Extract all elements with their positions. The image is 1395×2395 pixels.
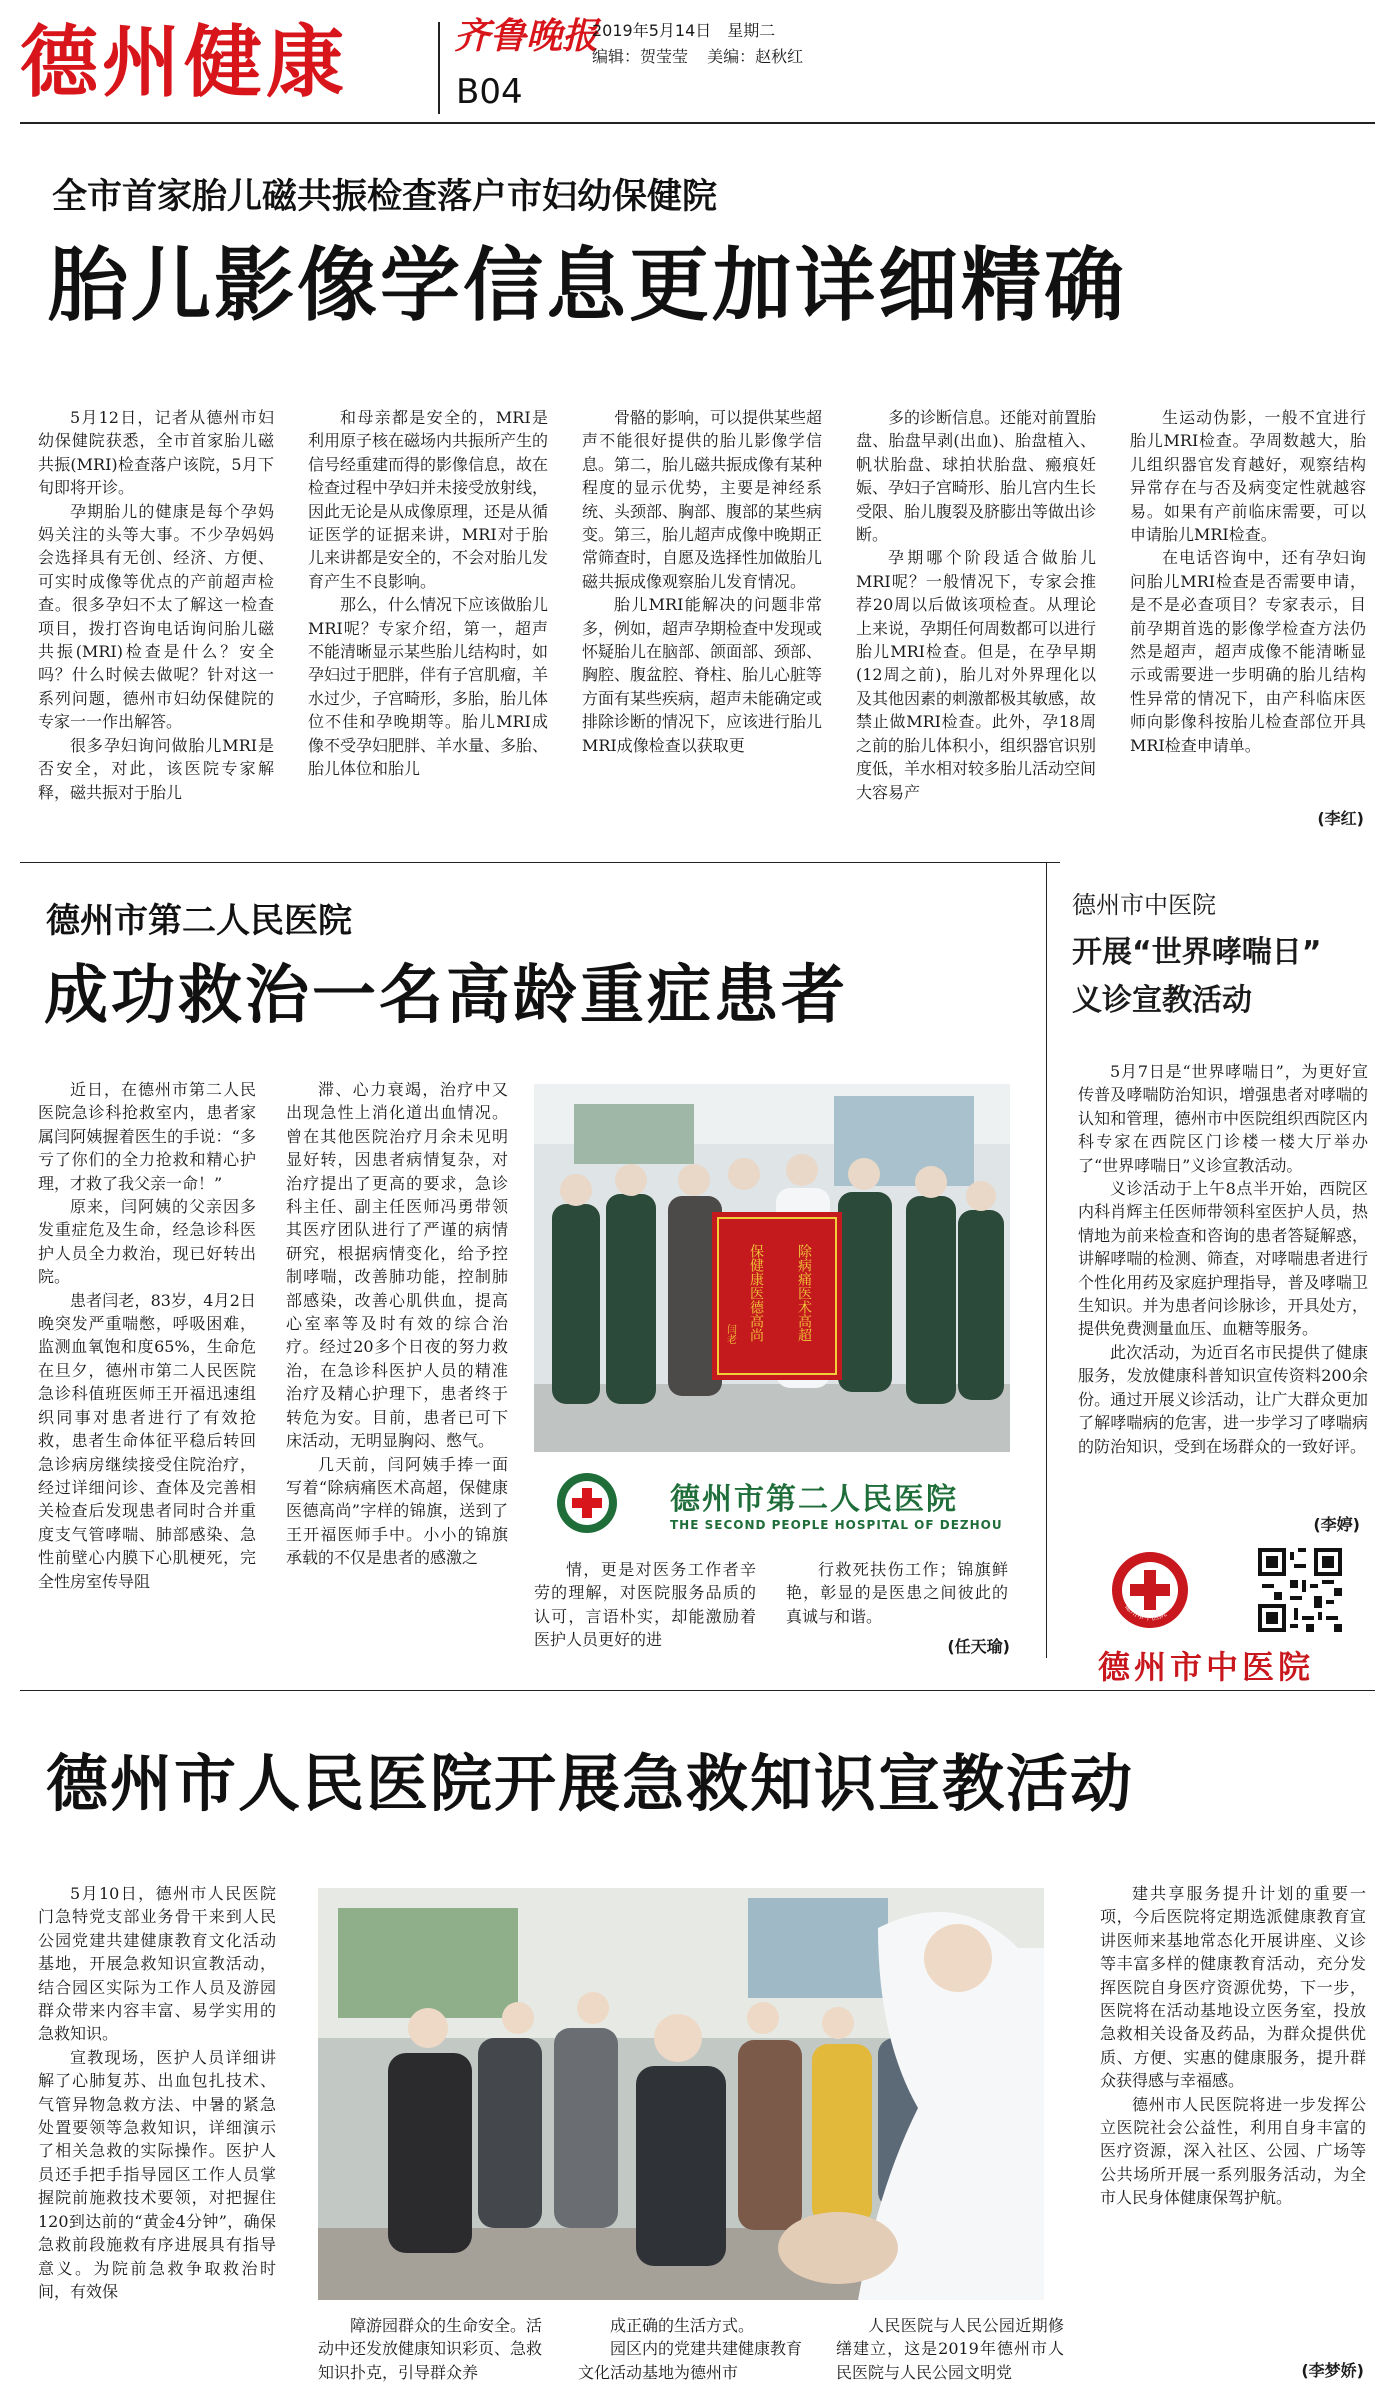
paragraph: 德州市人民医院将进一步发挥公立医院社会公益性，利用自身丰富的医疗资源，深入社区、公园、广场等公共场所开展一系列服务活动，为全市人民身体健康保驾护航。 — [1100, 2094, 1366, 2208]
paragraph: 成正确的生活方式。 — [610, 2316, 755, 2335]
second-hospital-name: 德州市第二人民医院 — [670, 1482, 958, 1517]
story4-headline: 德州市人民医院开展急救知识宣教活动 — [46, 1747, 1135, 1820]
story2-kicker: 德州市第二人民医院 — [46, 901, 352, 941]
story2-column — [534, 1558, 756, 1658]
paragraph: 园区内的党建共建健康教育文化活动基地为德州市 — [578, 2339, 802, 2382]
story2-column — [786, 1558, 1008, 1634]
masthead-divider — [438, 22, 440, 114]
paragraph: 行救死扶伤工作；锦旗鲜艳，彰显的是医患之间彼此的真诚与和谐。 — [786, 1560, 1008, 1626]
tcm-hospital-emblem-icon — [1110, 1550, 1190, 1630]
story4-column — [1100, 1882, 1366, 2352]
banner-text-right: 除病痛医术高超 — [796, 1244, 812, 1342]
banner-text-left: 保健康医德高尚 — [748, 1244, 764, 1342]
section-title: 德州健康 — [20, 18, 349, 108]
story1-column — [1130, 406, 1366, 810]
issue-date: 2019年5月14日 星期二 — [592, 21, 776, 40]
story1-column — [38, 406, 274, 836]
paper-name: 齐鲁晚报 — [454, 15, 599, 57]
paragraph: 孕期哪个阶段适合做胎儿MRI呢？一般情况下，专家会推荐20周以后做该项检查。从理论上来说，孕期任何周数都可以进行胎儿MRI检查。但是，在孕早期(12周之前)，胎儿对外界理化以及其他因素的刺激都极其敏感，故禁止做MRI检查。此外，孕18周之前的胎儿体积小，组织器官识别度低，羊水相对较多胎儿活动空间大容易产 — [856, 548, 1096, 802]
masthead-rule — [20, 122, 1375, 124]
story3-headline-line2: 义诊宣教活动 — [1072, 983, 1252, 1018]
paragraph: 人民医院与人民公园近期修缮建立，这是2019年德州市人民医院与人民公园文明党 — [836, 2316, 1064, 2382]
paragraph: 孕期胎儿的健康是每个孕妈妈关注的头等大事。不少孕妈妈会选择具有无创、经济、方便、可实时成像等优点的产前超声检查。很多孕妇不太了解这一检查项目，拨打咨询电话询问胎儿磁共振(MRI)检查是什么？安全吗？什么时候去做呢？针对这一系列问题，德州市妇幼保健院的专家一一作出解答。 — [38, 501, 274, 732]
tcm-emblem-ring-text: 德州市中医院 — [1122, 1601, 1168, 1623]
hospital-group-photo — [534, 1084, 1010, 1452]
story2-column — [286, 1078, 508, 1604]
paragraph: 生运动伪影，一般不宜进行胎儿MRI检查。孕周数越大，胎儿组织器官发育越好，观察结构异常存在与否及病变定性就越容易。如果有产前临床需要，可以申请胎儿MRI检查。 — [1130, 408, 1366, 545]
paragraph: 胎儿MRI能解决的问题非常多，例如，超声孕期检查中发现或怀疑胎儿在脑部、颌面部、颈部、胸腔、腹盆腔、脊柱、胎儿心脏等方面有某些疾病，超声未能确定或排除诊断的情况下，应该进行胎儿MRI成像检查以获取更 — [582, 595, 822, 755]
story4-byline: (李梦娇) — [1301, 2361, 1364, 2380]
story3-headline-line1: 开展“世界哮喘日” — [1072, 935, 1322, 970]
story4-column — [836, 2314, 1064, 2384]
story1-headline: 胎儿影像学信息更加详细精确 — [48, 239, 1127, 332]
story1-column — [308, 406, 548, 836]
second-hospital-emblem-icon — [552, 1470, 622, 1536]
story2-column — [38, 1078, 256, 1604]
paragraph: 多的诊断信息。还能对前置胎盘、胎盘早剥(出血)、胎盘植入、帆状胎盘、球拍状胎盘、瘢痕妊娠、孕妇子宫畸形、胎儿宫内生长受限、胎儿腹裂及脐膨出等做出诊断。 — [856, 408, 1096, 545]
banner-signature: 闫老 — [724, 1324, 736, 1344]
paragraph: 近日，在德州市第二人民医院急诊科抢救室内，患者家属闫阿姨握着医生的手说：“多亏了你们的全力抢救和精心护理，才救了我父亲一命！” — [38, 1080, 256, 1193]
story3-body — [1078, 1060, 1368, 1534]
paragraph: 在电话咨询中，还有孕妇询问胎儿MRI检查是否需要申请，是不是必查项目？专家表示，目前孕期首选的影像学检查方法仍然是超声，超声成像不能清晰显示或需要进一步明确的胎儿结构性异常的情况下，由产科临床医师向影像科按胎儿检查部位开具MRI检查申请单。 — [1130, 548, 1366, 755]
story1-byline: (李红) — [1317, 809, 1364, 828]
editor-name: 编辑：贺莹莹 — [592, 47, 689, 66]
designer-name: 美编：赵秋红 — [707, 47, 804, 66]
story1-column — [856, 406, 1096, 836]
first-aid-training-photo — [318, 1888, 1044, 2300]
second-hospital-name-en: THE SECOND PEOPLE HOSPITAL OF DEZHOU — [670, 1518, 1003, 1532]
paragraph: 和母亲都是安全的，MRI是利用原子核在磁场内共振所产生的信号经重建而得的影像信息，故在检查过程中孕妇并未接受放射线，因此无论是从成像原理，还是从循证医学的证据来讲，MRI对于胎儿来讲都是安全的，不会对胎儿发育产生不良影响。 — [308, 408, 548, 591]
page-number: B04 — [456, 72, 523, 112]
story4-column — [318, 2314, 542, 2384]
section-rule — [20, 1690, 1375, 1691]
paragraph: 几天前，闫阿姨手捧一面写着“除病痛医术高超，保健康医德高尚”字样的锦旗，送到了王开福医师手中。小小的锦旗承载的不仅是患者的感激之 — [286, 1454, 508, 1568]
paragraph: 5月12日，记者从德州市妇幼保健院获悉，全市首家胎儿磁共振(MRI)检查落户该院，5月下旬即将开诊。 — [38, 408, 274, 498]
story3-byline: (李婷) — [1313, 1515, 1360, 1534]
paragraph: 滞、心力衰竭，治疗中又出现急性上消化道出血情况。曾在其他医院治疗月余未见明显好转，因患者病情复杂，对治疗提出了更高的要求，急诊科主任、副主任医师冯勇带领其医疗团队进行了严谨的病情研究，根据病情变化，给予控制哮喘，改善肺功能，控制肺部感染，改善心肌供血，提高心室率等及时有效的综合治疗。经过20多个日夜的努力救治，在急诊科医护人员的精准治疗及精心护理下，患者终于转危为安。目前，患者已可下床活动，无明显胸闷、憋气。 — [286, 1080, 508, 1451]
qr-code-icon — [1258, 1548, 1342, 1632]
paragraph: 那么，什么情况下应该做胎儿MRI呢？专家介绍，第一，超声不能清晰显示某些胎儿结构时，如孕妇过于肥胖，伴有子宫肌瘤，羊水过少，子宫畸形，多胎，胎儿体位不佳和孕晚期等。胎儿MRI成像不受孕妇肥胖、羊水量、多胎、胎儿体位和胎儿 — [308, 595, 548, 779]
first-aid-training-graphic — [318, 1888, 1044, 2300]
paragraph: 此次活动，为近百名市民提供了健康服务，发放健康科普知识宣传资料200余份。通过开展义诊活动，让广大群众更加了解哮喘病的危害，进一步学习了哮喘病的防治知识，受到在场群众的一致好评。 — [1078, 1342, 1368, 1456]
paragraph: 障游园群众的生命安全。活动中还发放健康知识彩页、急救知识扑克，引导群众养 — [318, 2316, 542, 2382]
hospital-group-photo-graphic — [534, 1084, 1010, 1452]
paragraph: 原来，闫阿姨的父亲因多发重症危及生命，经急诊科医护人员全力救治，现已好转出院。 — [38, 1197, 256, 1287]
second-hospital-logo — [552, 1470, 1012, 1536]
tcm-hospital-name: 德州市中医院 — [1098, 1648, 1315, 1686]
story2-byline: (任天瑜) — [947, 1637, 1010, 1656]
story4-column — [578, 2314, 802, 2384]
paragraph: 5月10日，德州市人民医院门急特党支部业务骨干来到人民公园党建共建健康教育文化活动基地，开展急救知识宣教活动，结合园区实际为工作人员及游园群众带来内容丰富、易学实用的急救知识。 — [38, 1884, 276, 2044]
story4-column — [38, 1882, 276, 2372]
story3-kicker: 德州市中医院 — [1072, 891, 1216, 919]
story1-kicker: 全市首家胎儿磁共振检查落户市妇幼保健院 — [52, 177, 718, 217]
section-rule — [20, 862, 1060, 863]
paragraph: 患者闫老，83岁，4月2日晚突发严重喘憋，呼吸困难，监测血氧饱和度65%，生命危在旦夕，德州市第二人民医院急诊科值班医师王开福迅速组织同事对患者进行了有效抢救，患者生命体征平稳后转回急诊病房继续接受住院治疗，经过详细问诊、查体及完善相关检查后发现患者同时合并重度支气管哮喘、肺部感染、急性前壁心内膜下心肌梗死，完全性房室传导阻 — [38, 1290, 256, 1591]
story1-column — [582, 406, 822, 836]
paragraph: 情，更是对医务工作者辛劳的理解，对医院服务品质的认可，言语朴实，却能激励着医护人员更好的进 — [534, 1560, 756, 1650]
column-divider — [1046, 862, 1047, 1658]
paragraph: 义诊活动于上午8点半开始，西院区内科肖辉主任医师带领科室医护人员，热情地为前来检查和咨询的患者答疑解惑，讲解哮喘的检测、筛查，对哮喘患者进行个性化用药及家庭护理指导，普及哮喘卫生知识。并为患者问诊脉诊，开具处方，提供免费测量血压、血糖等服务。 — [1078, 1179, 1368, 1339]
paragraph: 5月7日是“世界哮喘日”，为更好宣传普及哮喘防治知识，增强患者对哮喘的认知和管理，德州市中医院组织西院区内科专家在西院区门诊楼一楼大厅举办了“世界哮喘日”义诊宣教活动。 — [1078, 1062, 1368, 1175]
paragraph: 宣教现场，医护人员详细讲解了心肺复苏、出血包扎技术、气管异物急救方法、中暑的紧急处置要领等急救知识，详细演示了相关急救的实际操作。医护人员还手把手指导园区工作人员掌握院前施救技术要领，对把握住120到达前的“黄金4分钟”，确保急救前段施救有序进展具有指导意义。为院前急救争取救治时间，有效保 — [38, 2047, 276, 2301]
story2-headline: 成功救治一名高龄重症患者 — [44, 959, 848, 1033]
editor-credits — [592, 46, 817, 68]
paragraph: 建共享服务提升计划的重要一项，今后医院将定期选派健康教育宣讲医师来基地常态化开展讲座、义诊等丰富多样的健康教育活动，充分发挥医院自身医疗资源优势，下一步，医院将在活动基地设立医务室，投放急救相关设备及药品，为群众提供优质、方便、实惠的健康服务，提升群众获得感与幸福感。 — [1100, 1884, 1366, 2091]
paragraph: 很多孕妇询问做胎儿MRI是否安全，对此，该医院专家解释，磁共振对于胎儿 — [38, 735, 274, 802]
paragraph: 骨骼的影响，可以提供某些超声不能很好提供的胎儿影像学信息。第二，胎儿磁共振成像有某种程度的显示优势，主要是神经系统、头颈部、胸部、腹部的某些病变。第三，胎儿超声成像中晚期正常筛查时，自愿及选择性加做胎儿磁共振成像观察胎儿发育情况。 — [582, 408, 822, 591]
